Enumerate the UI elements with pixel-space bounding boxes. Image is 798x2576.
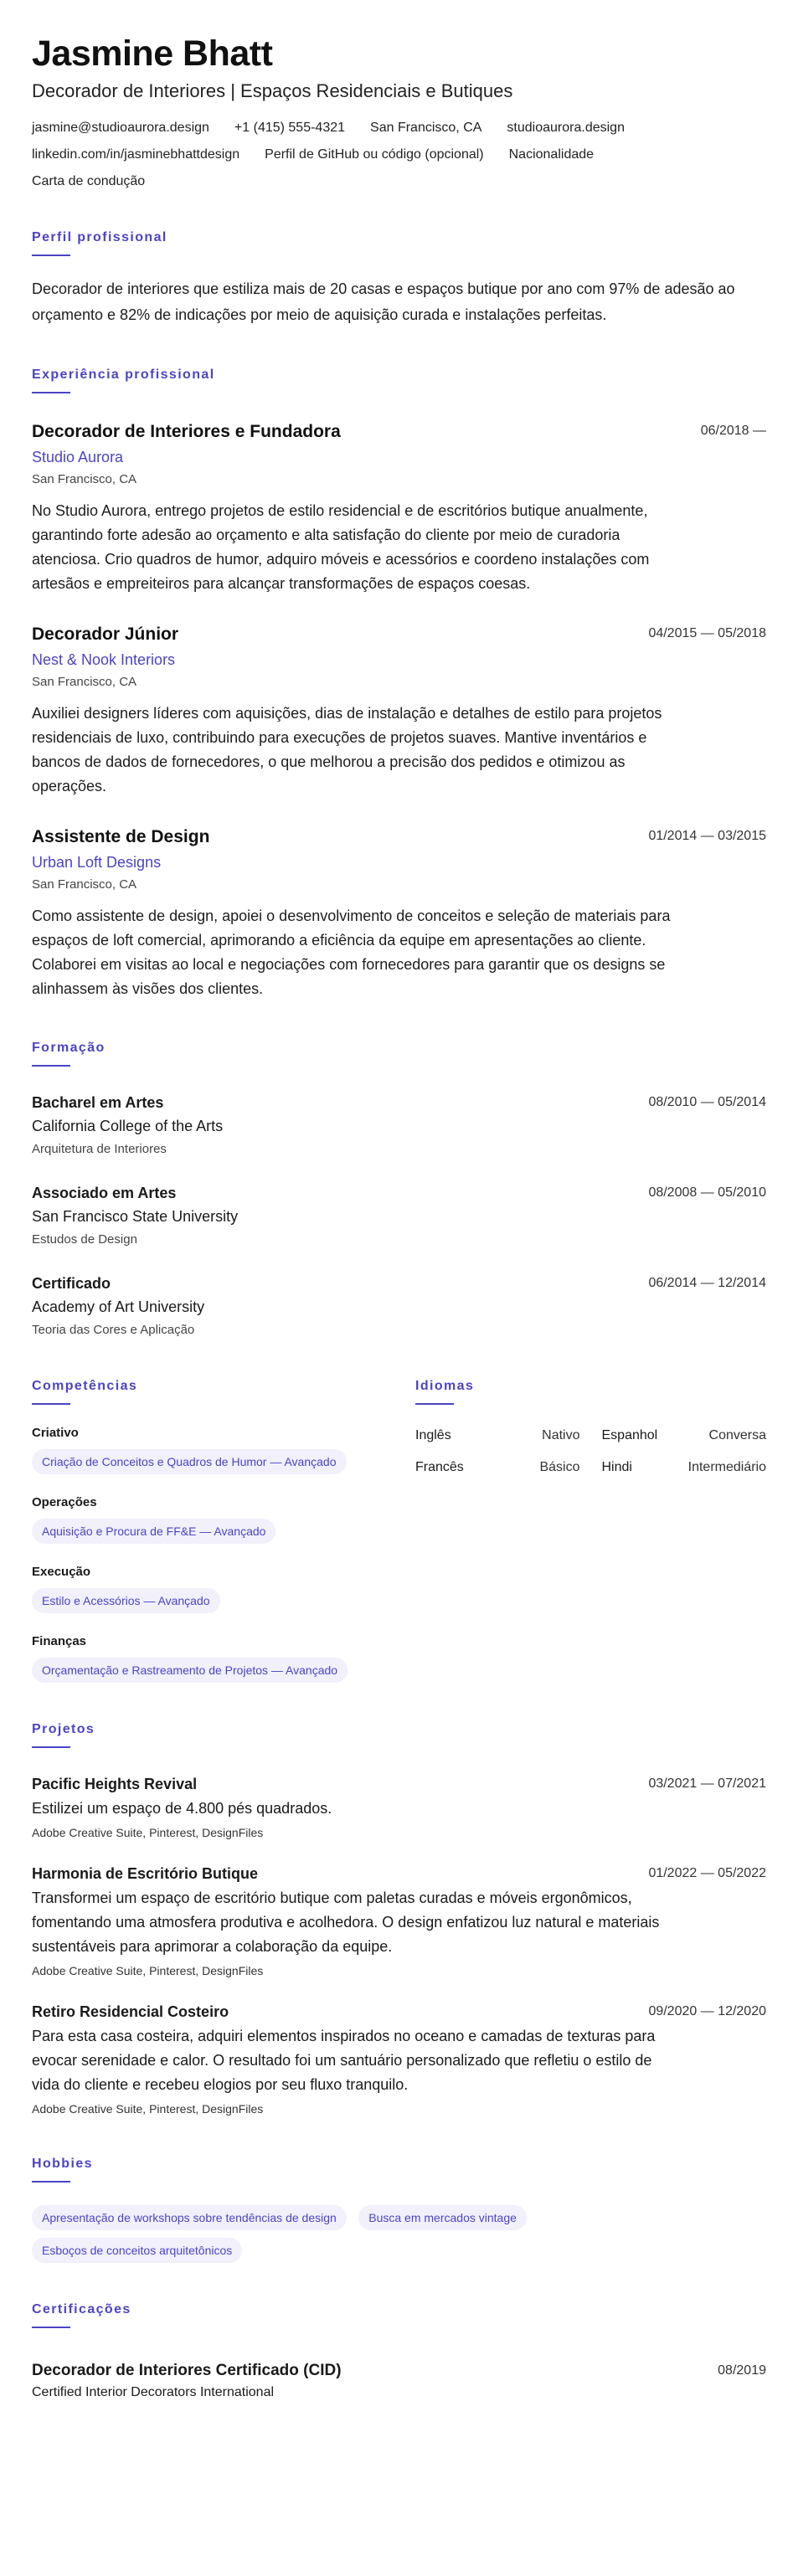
- degree: Associado em Artes: [32, 1185, 177, 1201]
- candidate-headline: Decorador de Interiores | Espaços Residenciais e Butiques: [32, 80, 513, 101]
- skill-chip: Aquisição e Procura de FF&E — Avançado: [32, 1519, 275, 1544]
- field-of-study: Estudos de Design: [32, 1232, 137, 1247]
- job-date: 01/2014 — 03/2015: [648, 829, 766, 843]
- section-title: Hobbies: [32, 2157, 93, 2171]
- job-location: San Francisco, CA: [32, 472, 137, 486]
- project-date: 03/2021 — 07/2021: [648, 1776, 766, 1791]
- section-divider: [32, 392, 70, 393]
- language-name: Francês: [415, 1460, 464, 1474]
- section-title: Certificações: [32, 2302, 131, 2316]
- language-item: [415, 1427, 580, 1445]
- summary-section: [32, 229, 766, 328]
- job-date: 06/2018 —: [700, 424, 766, 438]
- certification-date: 08/2019: [718, 2363, 766, 2378]
- language-list: [415, 1427, 766, 1477]
- section-title: Projetos: [32, 1722, 95, 1736]
- language-item: [602, 1458, 767, 1477]
- skill-chip: Criação de Conceitos e Quadros de Humor — Avançado: [32, 1449, 347, 1474]
- job-location: San Francisco, CA: [32, 675, 137, 689]
- education-item: [32, 1273, 766, 1339]
- education-date: 08/2010 — 05/2014: [648, 1095, 766, 1109]
- resume-header: [32, 32, 766, 191]
- job-location: San Francisco, CA: [32, 877, 137, 892]
- section-title: Experiência profissional: [32, 368, 215, 382]
- language-level: Nativo: [542, 1428, 580, 1442]
- job-title: Assistente de Design: [32, 827, 210, 846]
- certification-issuer: Certified Interior Decorators International: [32, 2385, 275, 2399]
- project-date: 01/2022 — 05/2022: [648, 1866, 766, 1880]
- job-description: Auxiliei designers líderes com aquisições, dias de instalação e detalhes de estilo para projetos residenciais de luxo, contribuindo para execuções de projetos suaves. Mantive inventários e bancos de dados de fornecedores, o que melhorou a precisão dos pedidos e otimizou as operações.: [32, 705, 662, 794]
- skills-languages-row: [32, 1378, 766, 1683]
- certifications-section: [32, 2301, 766, 2402]
- skill-category: Finanças: [32, 1634, 87, 1648]
- section-divider: [32, 2327, 70, 2328]
- contact-github: Perfil de GitHub ou código (opcional): [265, 147, 484, 162]
- school-name: San Francisco State University: [32, 1208, 239, 1225]
- contact-driving-license: Carta de condução: [32, 174, 146, 188]
- field-of-study: Arquitetura de Interiores: [32, 1142, 167, 1156]
- contact-email[interactable]: jasmine@studioaurora.design: [32, 121, 209, 135]
- education-section: [32, 1040, 766, 1339]
- language-level: Básico: [539, 1460, 580, 1474]
- skill-category: Criativo: [32, 1426, 79, 1440]
- school-name: Academy of Art University: [32, 1298, 205, 1315]
- skill-category: Execução: [32, 1565, 91, 1579]
- hobby-chip: Apresentação de workshops sobre tendências de design: [32, 2205, 347, 2230]
- projects-section: [32, 1721, 766, 2117]
- experience-item: [32, 825, 766, 1001]
- language-name: Inglês: [415, 1428, 451, 1442]
- skill-group: [32, 1494, 415, 1544]
- section-divider: [32, 1065, 70, 1067]
- job-title: Decorador Júnior: [32, 625, 179, 644]
- experience-item: [32, 623, 766, 799]
- skill-category: Operações: [32, 1495, 97, 1509]
- contact-nationality: Nacionalidade: [508, 147, 595, 162]
- language-name: Espanhol: [601, 1428, 658, 1442]
- contact-website[interactable]: studioaurora.design: [507, 121, 625, 135]
- skills-section: [32, 1378, 415, 1683]
- section-divider: [32, 255, 70, 256]
- project-date: 09/2020 — 12/2020: [648, 2004, 766, 2018]
- languages-section: [415, 1378, 766, 1683]
- project-name: Retiro Residencial Costeiro: [32, 2003, 229, 2020]
- section-divider: [32, 1403, 70, 1405]
- degree: Bacharel em Artes: [32, 1094, 164, 1111]
- project-item: [32, 2001, 766, 2117]
- certification-name: Decorador de Interiores Certificado (CID): [32, 2362, 342, 2379]
- skill-chip: Orçamentação e Rastreamento de Projetos — Avançado: [32, 1658, 348, 1683]
- skill-group: [32, 1633, 415, 1683]
- contact-list: [32, 119, 718, 191]
- project-description: Transformei um espaço de escritório butique com paletas curadas e móveis ergonômicos, fomentando uma atmosfera produtiva e acolhedora. O design enfatizou luz natural e materiais sustentáveis para aprimorar a colaboração da equipe.: [32, 1890, 660, 1955]
- company-name: Studio Aurora: [32, 449, 124, 465]
- language-item: [415, 1458, 580, 1477]
- project-item: [32, 1773, 766, 1841]
- summary-text: Decorador de interiores que estiliza mais de 20 casas e espaços butique por ano com 97% de adesão ao orçamento e 82% de indicações por meio de aquisição curada e instalações perfeitas.: [32, 280, 735, 323]
- skill-chip: Estilo e Acessórios — Avançado: [32, 1588, 220, 1613]
- project-description: Para esta casa costeira, adquiri elementos inspirados no oceano e camadas de texturas para evocar serenidade e calor. O resultado foi um santuário personalizado que refletiu o estilo de vida do cliente e recebeu elogios por seu fluxo tranquilo.: [32, 2028, 656, 2093]
- experience-section: [32, 367, 766, 1001]
- certification-item: [32, 2360, 766, 2402]
- language-name: Hindi: [601, 1460, 632, 1474]
- experience-item: [32, 420, 766, 596]
- contact-location: San Francisco, CA: [370, 121, 482, 135]
- field-of-study: Teoria das Cores e Aplicação: [32, 1323, 195, 1337]
- company-name: Nest & Nook Interiors: [32, 651, 176, 668]
- project-item: [32, 1863, 766, 1979]
- education-date: 08/2008 — 05/2010: [648, 1185, 766, 1200]
- degree: Certificado: [32, 1275, 111, 1292]
- candidate-name: Jasmine Bhatt: [32, 33, 273, 74]
- hobby-chip: Busca em mercados vintage: [358, 2205, 527, 2230]
- hobby-list: [32, 2198, 618, 2263]
- job-description: Como assistente de design, apoiei o desenvolvimento de conceitos e seleção de materiais para espaços de loft comercial, aprimorando a eficiência da equipe em apresentações ao cliente. Colaborei em visitas ao local e negociações com fornecedores para garantir que os designs se alinhassem às visões dos clientes.: [32, 908, 671, 997]
- company-name: Urban Loft Designs: [32, 854, 162, 871]
- hobbies-section: [32, 2156, 766, 2263]
- job-date: 04/2015 — 05/2018: [648, 626, 766, 640]
- project-tools: Adobe Creative Suite, Pinterest, DesignFiles: [32, 2102, 264, 2116]
- project-description: Estilizei um espaço de 4.800 pés quadrados.: [32, 1800, 332, 1817]
- project-tools: Adobe Creative Suite, Pinterest, DesignFiles: [32, 1826, 264, 1839]
- job-description: No Studio Aurora, entrego projetos de estilo residencial e de escritórios butique anualmente, garantindo forte adesão ao orçamento e alta satisfação do cliente por meio de curadoria atenciosa. Crio quadros de humor, adquiro móveis e acessórios e coordeno instalações com artesãos e empreiteiros para alcançar transformações de espaços coesas.: [32, 502, 650, 592]
- section-divider: [32, 1746, 70, 1748]
- education-date: 06/2014 — 12/2014: [648, 1276, 766, 1290]
- contact-linkedin[interactable]: linkedin.com/in/jasminebhattdesign: [32, 147, 240, 162]
- language-level: Conversa: [708, 1428, 766, 1442]
- section-title: Competências: [32, 1379, 138, 1393]
- skill-group: [32, 1425, 415, 1474]
- section-divider: [415, 1403, 454, 1405]
- project-name: Harmonia de Escritório Butique: [32, 1865, 259, 1882]
- education-item: [32, 1182, 766, 1249]
- section-divider: [32, 2181, 70, 2183]
- section-title: Formação: [32, 1041, 106, 1055]
- section-title: Idiomas: [415, 1379, 475, 1393]
- language-level: Intermediário: [687, 1460, 766, 1474]
- project-name: Pacific Heights Revival: [32, 1776, 198, 1792]
- language-item: [602, 1427, 767, 1445]
- hobby-chip: Esboços de conceitos arquitetônicos: [32, 2238, 242, 2263]
- school-name: California College of the Arts: [32, 1118, 224, 1134]
- job-title: Decorador de Interiores e Fundadora: [32, 422, 341, 441]
- project-tools: Adobe Creative Suite, Pinterest, DesignFiles: [32, 1964, 264, 1977]
- education-item: [32, 1092, 766, 1159]
- section-title: Perfil profissional: [32, 230, 167, 244]
- contact-phone[interactable]: +1 (415) 555-4321: [234, 121, 346, 135]
- skill-group: [32, 1564, 415, 1613]
